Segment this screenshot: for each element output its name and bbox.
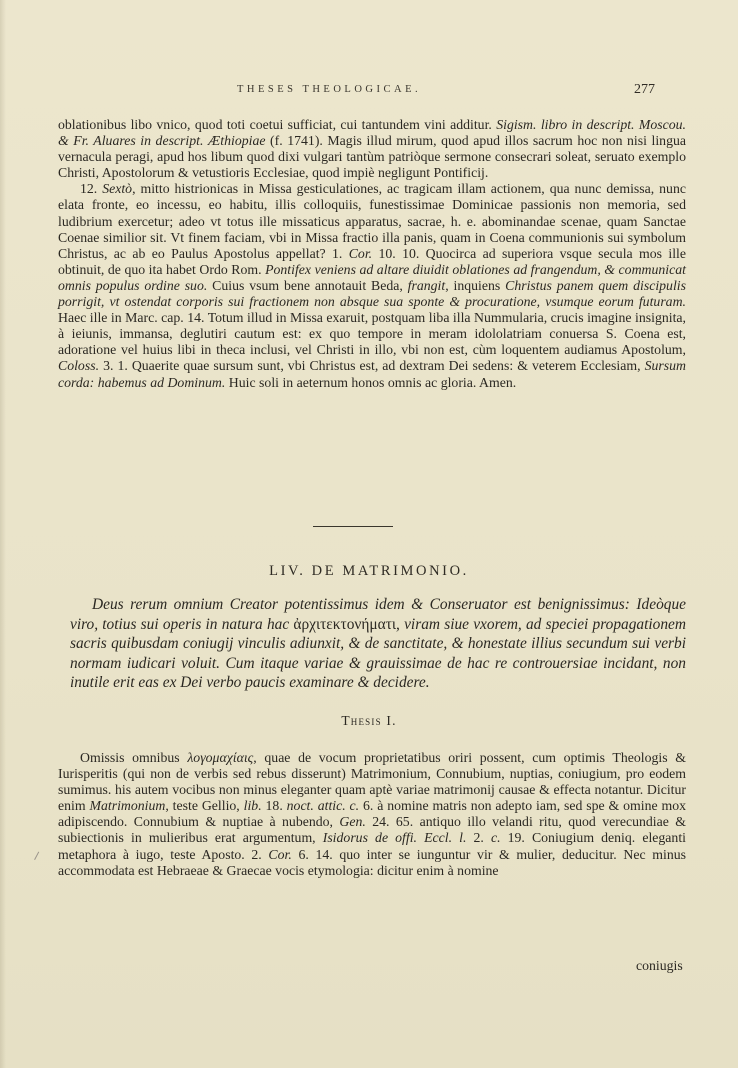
text-run: 6. à nomine matris non adepto iam, sed spe & omine mox adipiscendo. Connubium & nuptiae à nubendo, [58,798,687,830]
text-run: 19. Coniugium deniq. eleganti metaphora à iugo, teste Aposto. 2. [58,830,686,862]
emphasis: Matrimonium [89,798,166,814]
quotation: Christus panem quem discipulis porrigit, vt ostendat corporis sui fractionem non absque sua sponte & procuratione, vsumque eorum futuram. [58,277,686,310]
text-run: , mitto histrionicas in Missa gesticulationes, ac tragicam illam actionem, qua nunc demissa, nunc elata fronte, eo incessu, eo habitu, illis colloquiis, funestissimae Dominicae passionis non memoria, sed ludibrium exercetur; adeo vt totus ille missaticus apparatus, sacrae, h. e. abominandae scenae, quam Sanctae Coenae similior sit. Vt finem faciam, vbi in Missa fractio illa panis, quam in Coena communionis sui symbolum Christus, ac ab eo Paulus Apostolus appellat? 1. [58,181,686,261]
text-run: , inquiens [445,277,506,293]
text-run: , quae de vocum proprietatibus oriri possent, cum optimis Theologis & Iurisperitis (qui non de verbis sed rebus disserunt) Matrimonium, Connubium, nuptias, coniugium, pro eodem sumimus. his autem vocibus non minus eleganter quam aptè variae matrimonij causae & effecta notantur. Dicitur enim [58,750,686,814]
greek-term: ἀρχιτεκτονήματι [293,615,397,633]
text-run: oblationibus libo vnico, quod toti coetui sufficiat, cui tantundem vini additur. [58,117,497,132]
section-abstract [70,595,686,693]
text-run: 24. 65. antiquo illo velandi ritu, quod verecundiae & subiectionis in mulieribus erat argumentum, [58,814,686,846]
citation: Coloss. [58,358,100,374]
text-run: 10. 10. Quocirca ad superiora vsque secula mos ille obtinuit, de quo ita habet Ordo Rom. [58,245,686,277]
text-run: , teste Gellio, [165,798,244,814]
text-run: (f. 1741). Magis illud mirum, quod apud illos sacrum hoc non nisi lingua vernacula peragi, apud hos libum quod dixi vulgari tantùm patriòque sermone consecrari soleat, seruato exemplo Christi, Apostolorum & vetustioris Ecclesiae, quod impiè negligunt Pontificij. [58,133,687,181]
paragraph [58,750,686,879]
citation: Isidorus de offi. Eccl. l. [322,830,467,846]
page-number: 277 [634,82,655,97]
text-run: 2. [466,830,491,846]
emphasis: frangit [407,277,446,293]
section-divider [313,526,393,527]
text-run: 6. 14. quo inter se iunguntur vir & mulier, deducitur. Nec minus accommodata est Hebraeae & Graecae vocis etymologia: dicitur enim à nomine [58,846,687,878]
text-run: 3. 1. Quaerite quae sursum sunt, vbi Christus est, ad dextram Dei sedens: & veterem Ecclesiam, [99,358,645,374]
quotation: Sursum corda: habemus ad Dominum. [58,358,686,390]
thesis-continuation [58,117,686,391]
page-header [0,84,738,104]
pencil-mark [34,852,42,862]
paragraph [70,595,686,693]
running-title: THESES THEOLOGICAE. [237,84,422,95]
greek-term: λογομαχίαις [187,750,254,765]
emphasis: Sextò [102,181,133,197]
citation: Cor. [268,846,292,862]
page-edge-shadow [0,0,6,1068]
citation: Sigism. libro in descript. Moscou. & Fr. Aluares in descript. Æthiopiae [58,117,687,149]
citation: lib. [243,798,262,814]
text-run: Huic soli in aeternum honos omnis ac gloria. Amen. [225,374,517,390]
thesis-heading: Thesis I. [341,713,397,728]
citation: c. [490,830,501,846]
quotation: Pontifex veniens ad altare diuidit oblationes ad frangendum, & communicat omnis populus ordine suo. [58,261,686,293]
text-run: Cuius vsum bene annotauit Beda, [207,277,408,293]
catchword: coniugis [636,958,683,973]
text-run: 18. [261,798,287,814]
citation: Gen. [339,814,366,830]
text-run: , viram siue vxorem, ad speciei propagationem sacris quibusdam coniugij vinculis adiunxit, & de sanctitate, & honestate illius secundum sui verbi normam iudicari voluit. Cum itaque variae & grauissimae de hac re controuersiae incidant, non inutile erit eas ex Dei verbo paucis examinare & decidere. [70,615,686,692]
text-run: Deus rerum omnium Creator potentissimus idem & Conseruator est benignissimus: Ideòque viro, totius sui operis in natura hac [70,596,686,633]
paragraph [58,117,686,181]
thesis-one-body [58,750,686,879]
section-heading: LIV. DE MATRIMONIO. [269,563,469,579]
text-run: Haec ille in Marc. cap. 14. Totum illud in Missa exaruit, postquam liba illa Nummularia, crucis imagine insignita, à ieiunis, immansa, deglutiri cautum est: ex quo tempore in meram idololatriam conuersa S. Coena est, adoratione vel huius libi in theca inclusi, vel Christi in illo, vbi non est, cùm loquentem audiamus Apostolum, [58,310,686,358]
text-run: 12. [80,181,103,197]
paragraph-12 [58,181,686,390]
citation: noct. attic. c. [286,798,360,814]
citation: Cor. [348,245,373,261]
text-run: Omissis omnibus [80,750,188,765]
